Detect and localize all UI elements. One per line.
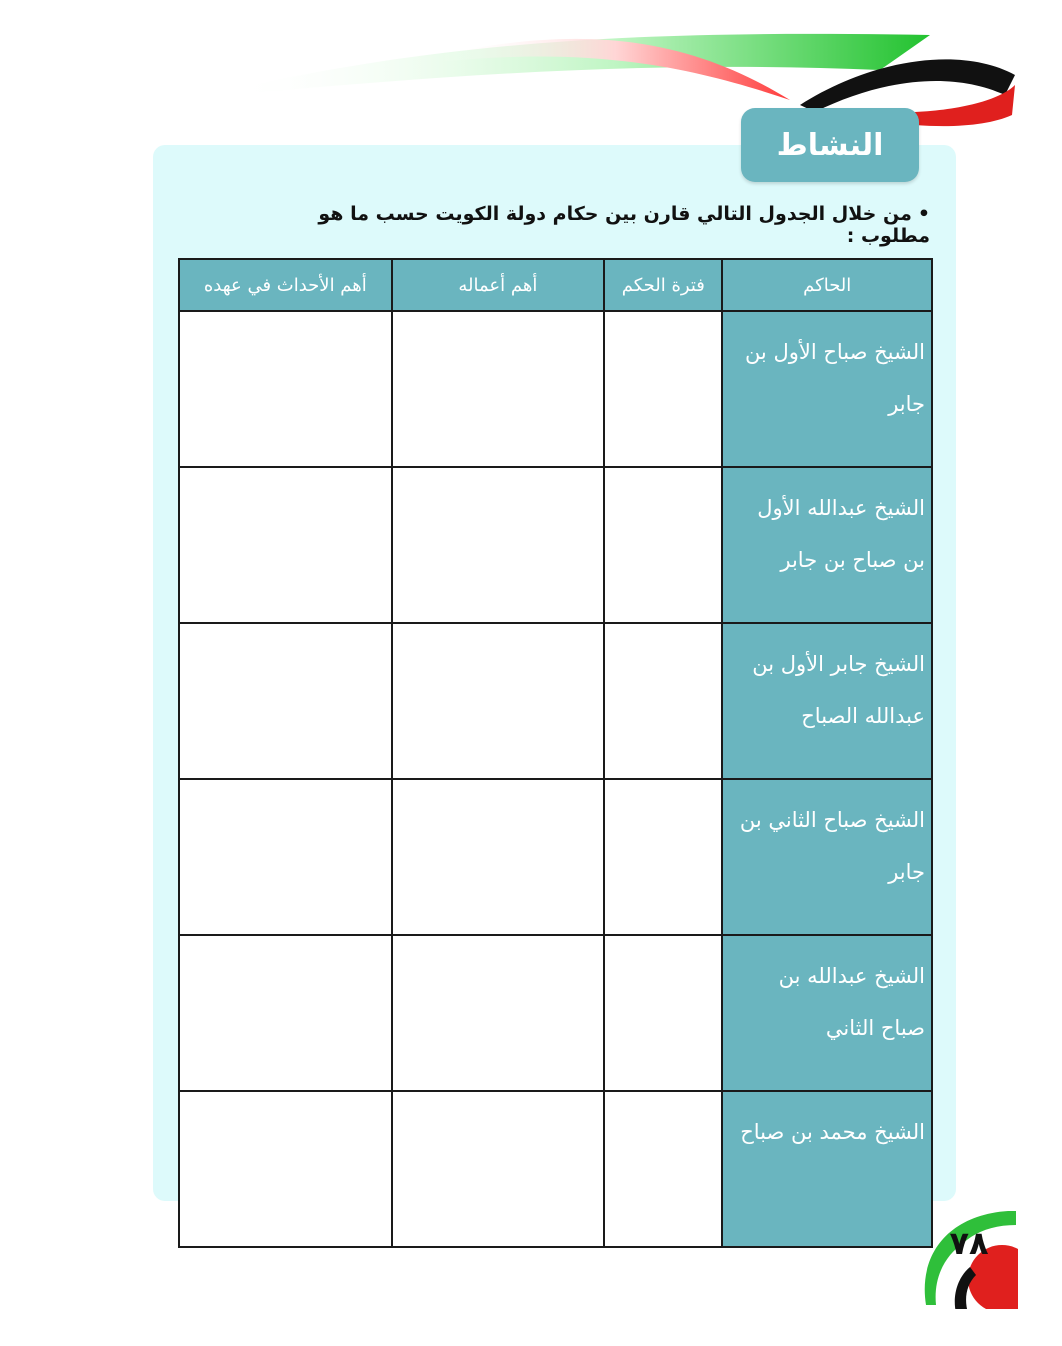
ruler-name-cell: الشيخ جابر الأول بن عبدالله الصباح	[722, 623, 932, 779]
works-answer-cell[interactable]	[392, 935, 605, 1091]
header-works: أهم أعماله	[392, 259, 605, 311]
period-answer-cell[interactable]	[604, 311, 722, 467]
header-events: أهم الأحداث في عهده	[179, 259, 392, 311]
works-answer-cell[interactable]	[392, 1091, 605, 1247]
comparison-table	[178, 258, 933, 1248]
period-answer-cell[interactable]	[604, 1091, 722, 1247]
table-row	[179, 467, 932, 623]
ruler-name-cell: الشيخ صباح الأول بن جابر	[722, 311, 932, 467]
events-answer-cell[interactable]	[179, 467, 392, 623]
ruler-name-cell: الشيخ عبدالله بن صباح الثاني	[722, 935, 932, 1091]
table-row	[179, 311, 932, 467]
period-answer-cell[interactable]	[604, 779, 722, 935]
works-answer-cell[interactable]	[392, 311, 605, 467]
events-answer-cell[interactable]	[179, 935, 392, 1091]
table-row	[179, 935, 932, 1091]
events-answer-cell[interactable]	[179, 1091, 392, 1247]
events-answer-cell[interactable]	[179, 311, 392, 467]
instruction-bullet: •	[917, 203, 930, 225]
page-number: ٧٨	[949, 1224, 989, 1262]
ruler-name-cell: الشيخ عبدالله الأول بن صباح بن جابر	[722, 467, 932, 623]
period-answer-cell[interactable]	[604, 935, 722, 1091]
instruction-text	[300, 203, 930, 247]
instruction-sentence: من خلال الجدول التالي قارن بين حكام دولة الكويت حسب ما هو مطلوب :	[318, 203, 930, 247]
header-period: فترة الحكم	[604, 259, 722, 311]
works-answer-cell[interactable]	[392, 467, 605, 623]
events-answer-cell[interactable]	[179, 623, 392, 779]
events-answer-cell[interactable]	[179, 779, 392, 935]
period-answer-cell[interactable]	[604, 623, 722, 779]
table-row	[179, 1091, 932, 1247]
header-ruler: الحاكم	[722, 259, 932, 311]
ruler-name-cell: الشيخ صباح الثاني بن جابر	[722, 779, 932, 935]
period-answer-cell[interactable]	[604, 467, 722, 623]
works-answer-cell[interactable]	[392, 623, 605, 779]
table-row	[179, 623, 932, 779]
ruler-name-cell: الشيخ محمد بن صباح	[722, 1091, 932, 1247]
table-header-row	[179, 259, 932, 311]
works-answer-cell[interactable]	[392, 779, 605, 935]
table-row	[179, 779, 932, 935]
activity-title: النشاط	[741, 108, 919, 182]
